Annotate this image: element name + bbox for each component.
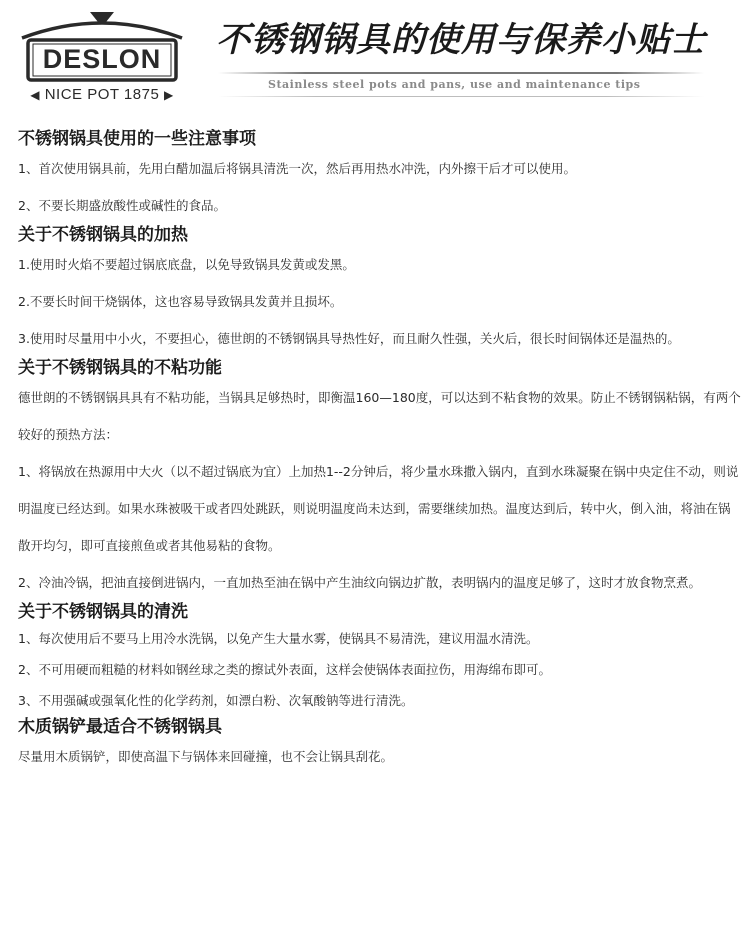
section-usage-notes <box>18 128 742 224</box>
paragraph: 3.使用时尽量用中小火，不要担心，德世朗的不锈钢锅具导热性好，而且耐久性强，关火后，很长时间锅体还是温热的。 <box>18 331 680 346</box>
section-title: 关于不锈钢锅具的清洗 <box>18 602 188 622</box>
paragraph: 1、将锅放在热源用中大火（以不超过锅底为宜）上加热1--2分钟后，将少量水珠撒入锅内，直到水珠凝聚在锅中央定住不动，则说明温度已经达到。如果水珠被吸干或者四处跳跃，则说明温度尚未达到，需要继续加热。温度达到后，转中火，倒入油，将油在锅散开均匀，即可直接煎鱼或者其他易粘的食物。 <box>18 464 739 553</box>
brand-logo <box>18 8 186 108</box>
arrow-left-icon: ◀ <box>30 88 41 102</box>
paragraph: 德世朗的不锈钢锅具具有不粘功能，当锅具足够热时，即衡温160—180度，可以达到不粘食物的效果。防止不锈钢锅粘锅，有两个较好的预热方法： <box>18 390 741 442</box>
paragraph: 1、每次使用后不要马上用冷水洗锅，以免产生大量水雾，使锅具不易清洗，建议用温水清洗。 <box>18 631 539 646</box>
paragraph: 1、首次使用锅具前，先用白醋加温后将锅具清洗一次，然后再用热水冲洗，内外擦干后才可以使用。 <box>18 161 576 176</box>
page-subtitle: Stainless steel pots and pans, use and maintenance tips <box>268 78 641 91</box>
page-header <box>0 0 750 118</box>
section-title: 不锈钢锅具使用的一些注意事项 <box>18 129 256 149</box>
section-cleaning <box>18 601 742 716</box>
paragraph: 2、不要长期盛放酸性或碱性的食品。 <box>18 198 226 213</box>
section-heating <box>18 224 742 357</box>
brand-name: DESLON <box>42 44 162 74</box>
section-title: 木质锅铲最适合不锈钢锅具 <box>18 717 222 737</box>
section-wooden-spatula <box>18 716 742 775</box>
section-title: 关于不锈钢锅具的不粘功能 <box>18 358 222 378</box>
article-body <box>18 128 742 775</box>
page-title: 不锈钢锅具的使用与保养小贴士 <box>216 20 706 60</box>
brand-tagline-row <box>18 86 186 104</box>
section-nonstick <box>18 357 742 601</box>
title-divider <box>218 72 704 74</box>
brand-tagline: NICE POT 1875 <box>44 86 160 103</box>
paragraph: 1.使用时火焰不要超过锅底底盘，以免导致锅具发黄或发黑。 <box>18 257 355 272</box>
paragraph: 3、不用强碱或强氧化性的化学药剂，如漂白粉、次氧酸钠等进行清洗。 <box>18 693 414 708</box>
subtitle-divider <box>218 96 704 97</box>
arrow-right-icon: ▶ <box>163 88 174 102</box>
paragraph: 2、冷油冷锅，把油直接倒进锅内，一直加热至油在锅中产生油纹向锅边扩散，表明锅内的温度足够了，这时才放食物烹煮。 <box>18 575 701 590</box>
paragraph: 2.不要长时间干烧锅体，这也容易导致锅具发黄并且损坏。 <box>18 294 343 309</box>
section-title: 关于不锈钢锅具的加热 <box>18 225 188 245</box>
paragraph: 2、不可用硬而粗糙的材料如钢丝球之类的擦试外表面，这样会使锅体表面拉伤，用海绵布即可。 <box>18 662 551 677</box>
paragraph: 尽量用木质锅铲，即使高温下与锅体来回碰撞，也不会让锅具刮花。 <box>18 749 394 764</box>
